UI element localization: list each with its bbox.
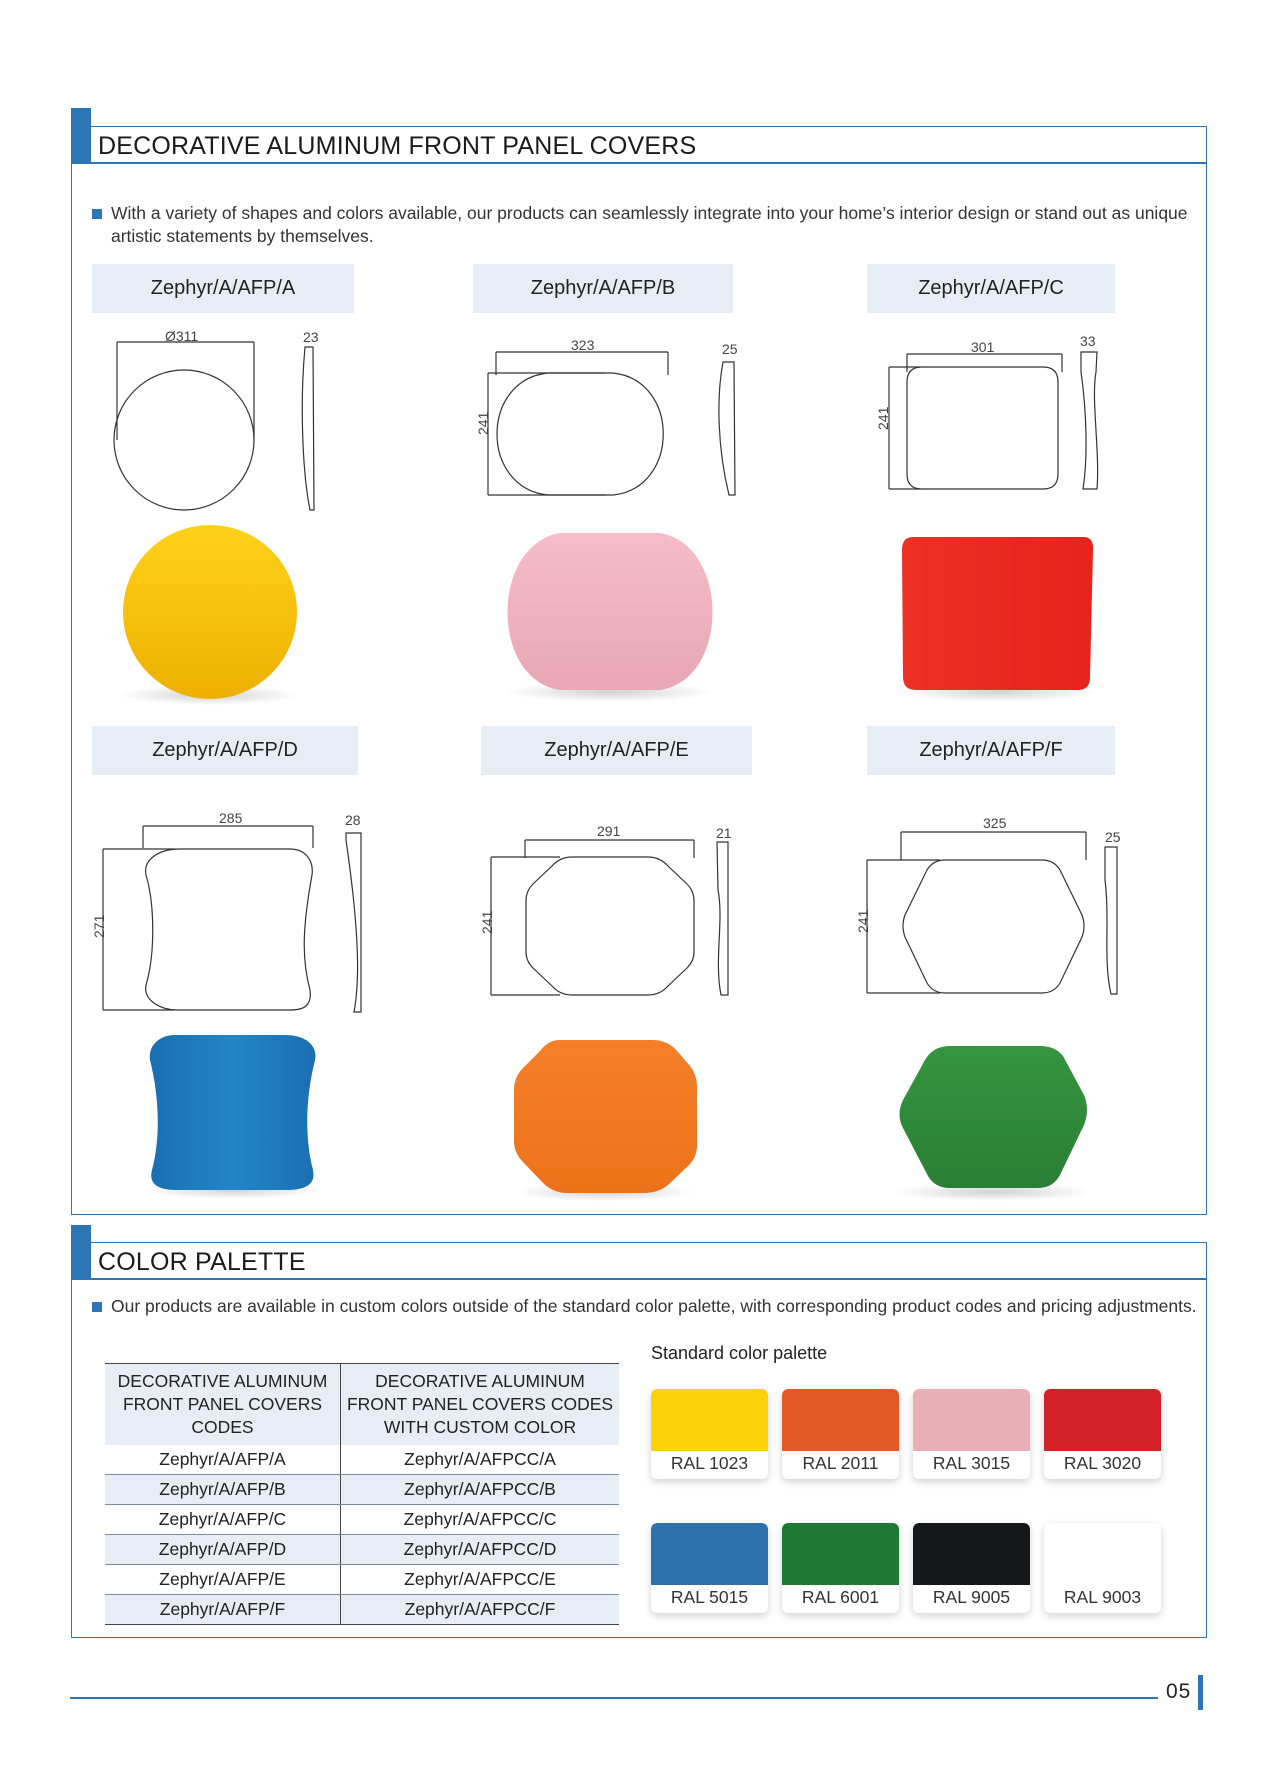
swatch-label: RAL 3020 [1063, 1453, 1142, 1473]
swatch-color [913, 1389, 1030, 1451]
section-accent-bar [71, 1225, 91, 1280]
swatch-label: RAL 9005 [932, 1587, 1011, 1607]
table-cell-code: Zephyr/A/AFP/A [105, 1445, 341, 1475]
table-row [105, 1505, 619, 1535]
swatch-ral-3020 [1044, 1389, 1161, 1479]
render-c [898, 537, 1098, 702]
table-row [105, 1595, 619, 1625]
swatch-ral-5015 [651, 1523, 768, 1613]
table-header-standard: DECORATIVE ALUMINUM FRONT PANEL COVERS CODES [105, 1364, 341, 1446]
swatch-label: RAL 5015 [670, 1587, 749, 1607]
dim-depth-d: 28 [345, 812, 361, 828]
dim-height-c: 241 [875, 406, 891, 430]
table-cell-custom-code: Zephyr/A/AFPCC/B [341, 1475, 620, 1505]
swatch-color [1044, 1389, 1161, 1451]
dim-width-f: 325 [983, 815, 1007, 831]
drawing-b [488, 352, 735, 495]
product-label-a: Zephyr/A/AFP/A [92, 264, 354, 313]
swatch-color [1044, 1523, 1161, 1585]
dim-width-e: 291 [597, 823, 621, 839]
drawing-f [867, 832, 1117, 994]
swatch-ral-9003 [1044, 1523, 1161, 1613]
codes-table [105, 1363, 619, 1625]
table-cell-code: Zephyr/A/AFP/F [105, 1595, 341, 1625]
dim-height-e: 241 [479, 910, 495, 934]
table-cell-code: Zephyr/A/AFP/E [105, 1565, 341, 1595]
render-f [893, 1046, 1093, 1201]
section-title-products: DECORATIVE ALUMINUM FRONT PANEL COVERS [98, 132, 697, 160]
swatch-color [782, 1523, 899, 1585]
page-number: 05 [1166, 1680, 1192, 1703]
swatch-ral-2011 [782, 1389, 899, 1479]
table-row [105, 1535, 619, 1565]
swatch-color [651, 1523, 768, 1585]
swatch-label: RAL 1023 [670, 1453, 749, 1473]
swatch-color [782, 1389, 899, 1451]
render-d [143, 1035, 323, 1199]
product-label-c: Zephyr/A/AFP/C [867, 264, 1115, 313]
table-cell-code: Zephyr/A/AFP/B [105, 1475, 341, 1505]
bullet-icon [92, 1302, 102, 1312]
dim-depth-c: 33 [1080, 333, 1096, 349]
product-label-e: Zephyr/A/AFP/E [481, 726, 752, 775]
render-e [514, 1040, 697, 1201]
dim-height-b: 241 [475, 411, 491, 435]
render-shape-e [514, 1040, 697, 1193]
render-shape-b [508, 533, 713, 690]
dim-width-d: 285 [219, 810, 243, 826]
products-intro-text: With a variety of shapes and colors available, our products can seamlessly integrate into your home’s interior design or stand out as unique artistic statements by themselves. [111, 203, 1188, 246]
palette-title: Standard color palette [651, 1343, 828, 1363]
drawing-d [103, 826, 361, 1012]
section-title-underline [91, 1278, 1207, 1280]
swatch-label: RAL 9003 [1063, 1587, 1142, 1607]
render-shape-c [902, 537, 1093, 690]
dim-depth-f: 25 [1105, 829, 1121, 845]
page-number-accent [1198, 1675, 1203, 1710]
dim-depth-a: 23 [303, 329, 319, 345]
dim-width-b: 323 [571, 337, 595, 353]
render-shape-a [123, 525, 297, 699]
table-row [105, 1565, 619, 1595]
swatch-label: RAL 2011 [802, 1453, 879, 1473]
section-title-palette: COLOR PALETTE [98, 1248, 306, 1276]
dim-height-d: 271 [91, 914, 107, 938]
table-cell-custom-code: Zephyr/A/AFPCC/C [341, 1505, 620, 1535]
render-shape-f [900, 1046, 1088, 1188]
swatch-color [651, 1389, 768, 1451]
table-row [105, 1445, 619, 1475]
product-label-f: Zephyr/A/AFP/F [867, 726, 1115, 775]
table-cell-code: Zephyr/A/AFP/C [105, 1505, 341, 1535]
palette-intro-text: Our products are available in custom colors outside of the standard color palette, with corresponding product codes and pricing adjustments. [111, 1296, 1197, 1316]
drawing-e [491, 840, 728, 995]
drawing-c [889, 352, 1098, 489]
swatch-ral-3015 [913, 1389, 1030, 1479]
render-b [505, 533, 715, 702]
swatch-ral-6001 [782, 1523, 899, 1613]
render-a [120, 525, 300, 705]
table-header-row [105, 1364, 619, 1446]
dim-width-c: 301 [971, 339, 995, 355]
dim-depth-b: 25 [722, 341, 738, 357]
product-label-d: Zephyr/A/AFP/D [92, 726, 358, 775]
table-header-custom: DECORATIVE ALUMINUM FRONT PANEL COVERS CODES WITH CUSTOM COLOR [341, 1364, 620, 1446]
table-cell-custom-code: Zephyr/A/AFPCC/E [341, 1565, 620, 1595]
table-cell-custom-code: Zephyr/A/AFPCC/D [341, 1535, 620, 1565]
swatch-ral-1023 [651, 1389, 768, 1479]
table-cell-custom-code: Zephyr/A/AFPCC/F [341, 1595, 620, 1625]
dim-depth-e: 21 [716, 825, 732, 841]
table-cell-custom-code: Zephyr/A/AFPCC/A [341, 1445, 620, 1475]
swatch-label: RAL 3015 [932, 1453, 1011, 1473]
swatch-label: RAL 6001 [801, 1587, 880, 1607]
dim-height-f: 241 [855, 909, 871, 933]
swatch-color [913, 1523, 1030, 1585]
drawing-a [114, 342, 314, 510]
table-row [105, 1475, 619, 1505]
footer-divider [70, 1697, 1158, 1699]
swatch-ral-9005 [913, 1523, 1030, 1613]
render-shape-d [150, 1035, 316, 1190]
product-label-b: Zephyr/A/AFP/B [473, 264, 733, 313]
table-cell-code: Zephyr/A/AFP/D [105, 1535, 341, 1565]
dim-width-a: Ø311 [165, 328, 199, 344]
